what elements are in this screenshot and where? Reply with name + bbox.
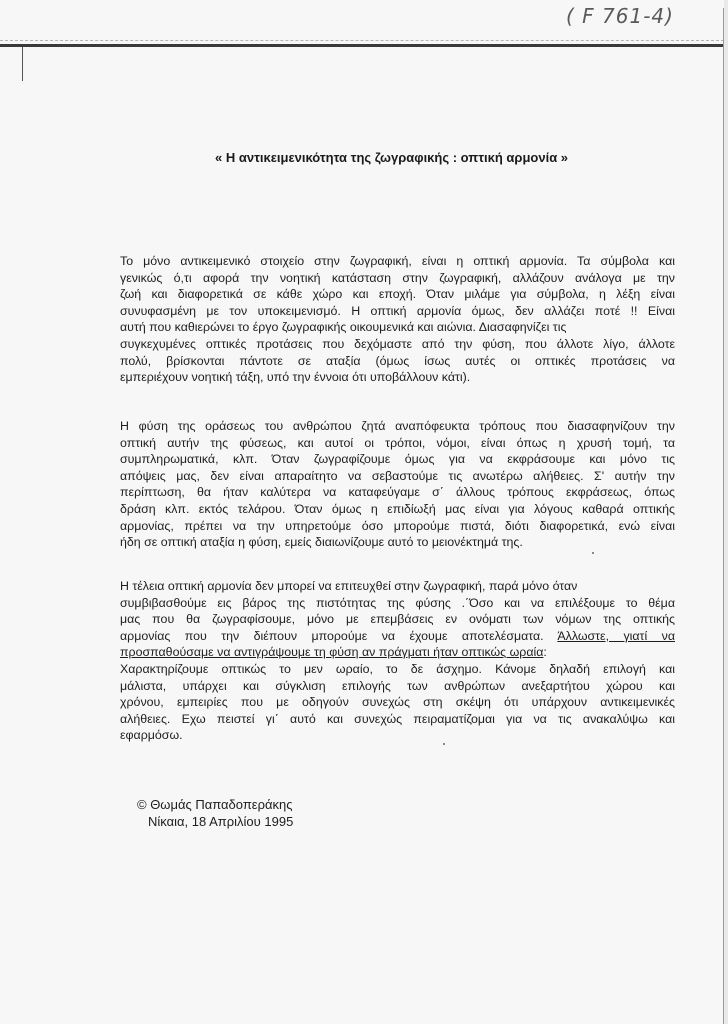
paragraph-line: Η φύση της οράσεως του ανθρώπου ζητά αναπόφευκτα τρόπους που διασαφηνίζουν την [120,419,675,433]
page-edge-shade [724,0,728,1024]
paragraph-line: αρμονίας, πρέπει να την υπηρετούμε όσο μπορούμε πιστά, διότι διαφορετικά, ενώ είναι [120,518,675,533]
paragraph-line: μας που θα ζωγραφίσουμε, μόνο με επεμβάσεις εν ονόματι των νόμων της οπτικής [120,612,675,627]
underlined-text: προσπαθούσαμε να αντιγράψουμε τη φύση αν πράγματι ήταν οπτικώς ωραία [120,645,544,660]
paragraph-line: αυτή που καθιερώνει το έργο ζωγραφικής οικουμενικά και αιώνια. Διασαφηνίζει τις [120,320,567,335]
paragraph-line: αλήθειες. Εχω πειστεί γι΄ αυτό και συνεχώς πειραματίζομαι για να τις ανακαλύψω και [120,711,675,726]
scan-speck [443,743,445,745]
paragraph-line: περίπτωση, θα ήταν καλύτερα να καταφεύγαμε σ΄ άλλους τρόπους εκφράσεως, όπως [120,485,675,500]
paragraph-line: συμβιβασθούμε εις βάρος της πιστότητας της φύσης .΄Όσο και να επιλέξουμε το θέμα [120,595,675,610]
scan-artifact-dotted-line [0,40,724,42]
scan-speck [592,552,594,554]
colon: : [543,645,547,660]
scan-artifact-top-rule [0,44,724,47]
page-edge-line [723,8,724,1024]
paragraph-line: μάλιστα, υπάρχει και σύγκλιση επιλογής των ανθρώπων ανεξαρτήτου χώρου και [120,678,675,693]
paragraph-line: εφαρμόσω. [120,728,183,743]
place-date: Νίκαια, 18 Απριλίου 1995 [148,814,294,829]
signature-block [137,796,293,830]
paragraph-line: δράση κλπ. εκτός τελάρου. Όταν όμως η επιδίωξή μας είναι για λόγους καθαρά οπτικής [120,501,675,516]
paragraph-line: χρόνου, εμπειρίες που με οδηγούν συνεχώς στη σκέψη ότι υπάρχουν αντικειμενικές [120,695,675,710]
document-title: « Η αντικειμενικότητα της ζωγραφικής : οπτική αρμονία » [215,150,569,165]
paragraph-line: συνυφασμένη με τον υποκειμενισμό. Η οπτική αρμονία όμως, δεν αλλάζει ποτέ !! Είναι [120,303,675,318]
paragraph-line [120,628,675,645]
paragraph-line: Χαρακτηρίζουμε οπτικώς το μεν ωραίο, το δε άσχημο. Κάνομε δηλαδή επιλογή και [120,661,675,676]
paragraph-line: συμπληρωματικά, κλπ. Όταν ζωγραφίζουμε όμως για να εκφράσουμε και μόνο τις [120,452,675,467]
paragraph-line: Το μόνο αντικειμενικό στοιχείο στην ζωγραφική, είναι η οπτική αρμονία. Τα σύμβολα και [120,254,675,268]
scan-artifact-left-tick [22,47,23,81]
paragraph-2 [120,418,675,551]
paragraph-line: συγκεχυμένες οπτικές προτάσεις που δεχόμαστε από την φύση, που άλλοτε λίγο, άλλοτε [120,336,675,351]
paragraph-line: γενικώς ό,τι αφορά την νοητική κατάσταση στην ζωγραφική, αλλάζουν ανάλογα με την [120,270,675,285]
handwritten-reference: ( F 761-4) [566,4,674,28]
paragraph-line [120,644,675,661]
underlined-text: Άλλωστε, γιατί να [557,628,675,643]
paragraph-3 [120,578,675,744]
paragraph-line: εμπεριέχουν νοητική τάξη, υπό την έννοια ότι υποβάλλουν κάτι). [120,370,471,385]
author-name: © Θωμάς Παπαδοπεράκης [137,797,293,812]
paragraph-line: ήδη σε οπτική αταξία η φύση, εμείς διαιωνίζουμε αυτό το μειονέκτημά της. [120,535,523,550]
paragraph-line: απόψεις μας, δεν είναι απαραίτητο να σεβαστούμε τις ανωτέρω αλήθειες. Σ' αυτήν την [120,468,675,483]
paragraph-1 [120,253,675,386]
paragraph-line: ζωή και διαφορετικά σε κάθε χώρο και εποχή. Όταν μιλάμε για σύμβολα, η λέξη είναι [120,287,675,302]
paragraph-line: οπτική αυτήν της φύσεως, και αυτοί οι τρόποι, νόμοι, είναι όπως η χρυσή τομή, τα [120,435,675,450]
paragraph-line: πολύ, βρίσκονται πάντοτε σε αταξία (όμως ίσως αυτές οι οπτικές προτάσεις να [120,353,675,368]
paragraph-line: Η τέλεια οπτική αρμονία δεν μπορεί να επιτευχθεί στην ζωγραφική, παρά μόνο όταν [120,579,578,593]
paragraph-text: αρμονίας που την διέπουν μπορούμε να έχουμε αποτελέσματα. [120,628,544,643]
